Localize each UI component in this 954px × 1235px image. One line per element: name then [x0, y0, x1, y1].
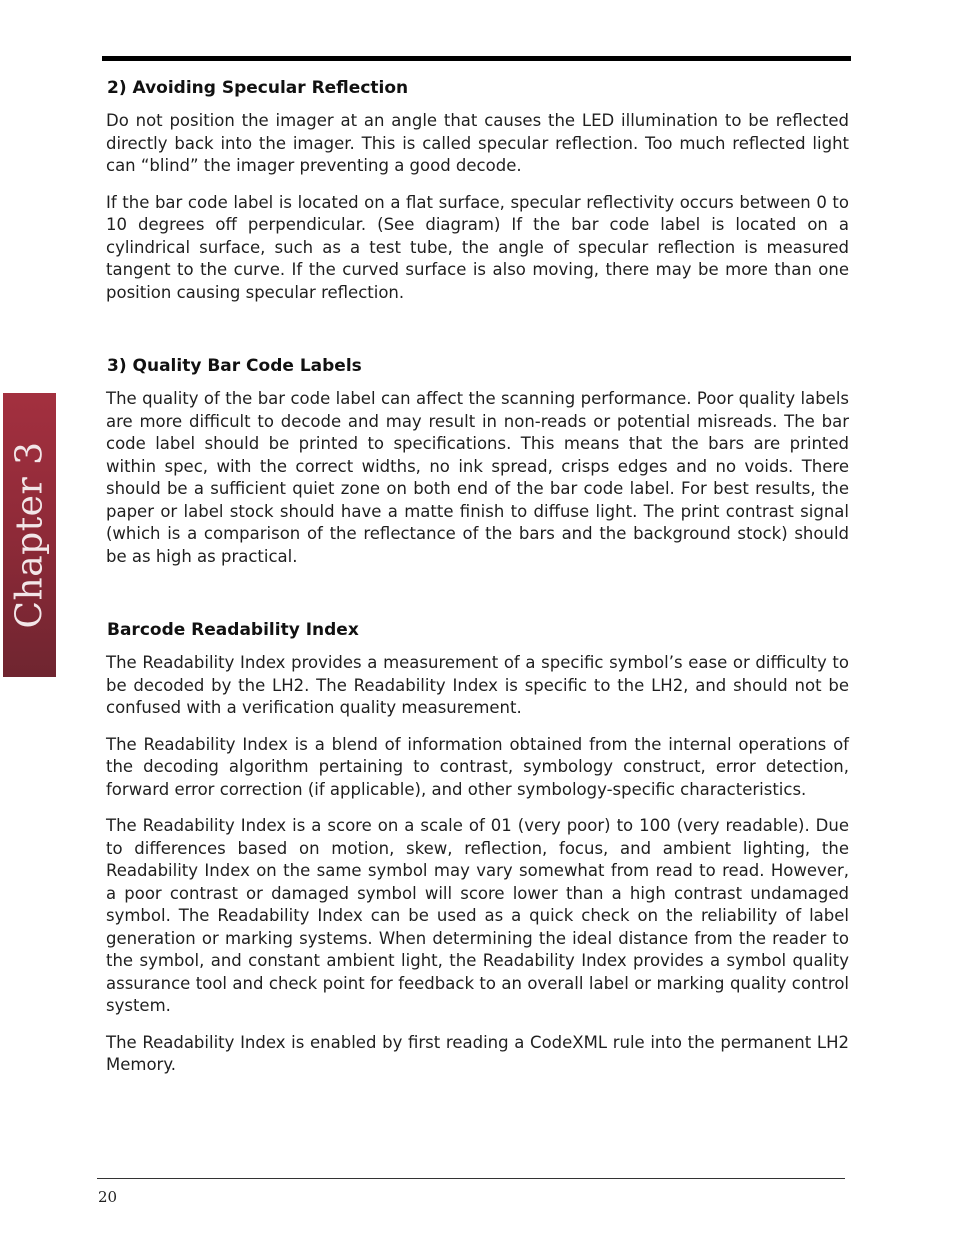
page-number: 20 — [98, 1188, 118, 1206]
section-heading: 3) Quality Bar Code Labels — [107, 356, 362, 376]
page-content — [106, 78, 849, 1091]
paragraph: If the bar code label is located on a flat surface, specular reflectivity occurs between 0 to 10 degrees off perpendicular. (See diagram) If the bar code label is located on a cylindrical surface, such as a test tube, the angle of specular reflection is measured tangent to the curve. If the curved surface is also moving, there may be more than one position causing specular reflection. — [106, 192, 849, 302]
footer-rule — [97, 1178, 845, 1179]
paragraph: The Readability Index is enabled by first reading a CodeXML rule into the permanent LH2 Memory. — [106, 1032, 849, 1074]
header-rule — [102, 56, 851, 61]
paragraph: The quality of the bar code label can affect the scanning performance. Poor quality labels are more difficult to decode and may result in non-reads or potential misreads. The bar code label should be printed to specifications. This means that the bars are printed within spec, with the correct widths, no ink spread, crisps edges and no voids. There should be a sufficient quiet zone on both end of the bar code label. For best results, the paper or label stock should have a matte finish to diffuse light. The print contrast signal (which is a comparison of the reflectance of the bars and the background stock) should be as high as practical. — [106, 389, 849, 566]
paragraph: Do not position the imager at an angle that causes the LED illumination to be reflected directly back into the imager. This is called specular reflection. Too much reflected light can “blind” the imager preventing a good decode. — [106, 111, 849, 175]
paragraph: The Readability Index is a blend of information obtained from the internal operations of the decoding algorithm pertaining to contrast, symbology construct, error detection, forward error correction (if applicable), and other symbology-specific characteristics. — [106, 734, 849, 799]
section-gap — [106, 318, 849, 356]
section-quality-labels — [106, 356, 849, 568]
section-heading: 2) Avoiding Specular Reflection — [107, 78, 409, 98]
chapter-tab — [3, 393, 56, 677]
section-readability-index — [106, 620, 849, 1077]
chapter-tab-label: Chapter 3 — [9, 441, 50, 629]
section-gap — [106, 582, 849, 620]
paragraph: The Readability Index is a score on a scale of 01 (very poor) to 100 (very readable). Due to differences based on motion, skew, reflection, focus, and ambient lighting, the Readability Index on the same symbol may vary somewhat from read to read. However, a poor contrast or damaged symbol will score lower than a high contrast undamaged symbol. The Readability Index can be used as a quick check on the reliability of label generation or marking systems. When determining the ideal distance from the reader to the symbol, and constant ambient light, the Readability Index provides a symbol quality assurance tool and check point for feedback to an overall label or marking quality control system. — [106, 816, 849, 1015]
section-specular-reflection — [106, 78, 849, 304]
section-heading: Barcode Readability Index — [107, 620, 359, 640]
paragraph: The Readability Index provides a measurement of a specific symbol’s ease or difficulty to be decoded by the LH2. The Readability Index is specific to the LH2, and should not be confused with a verification quality measurement. — [106, 653, 849, 717]
